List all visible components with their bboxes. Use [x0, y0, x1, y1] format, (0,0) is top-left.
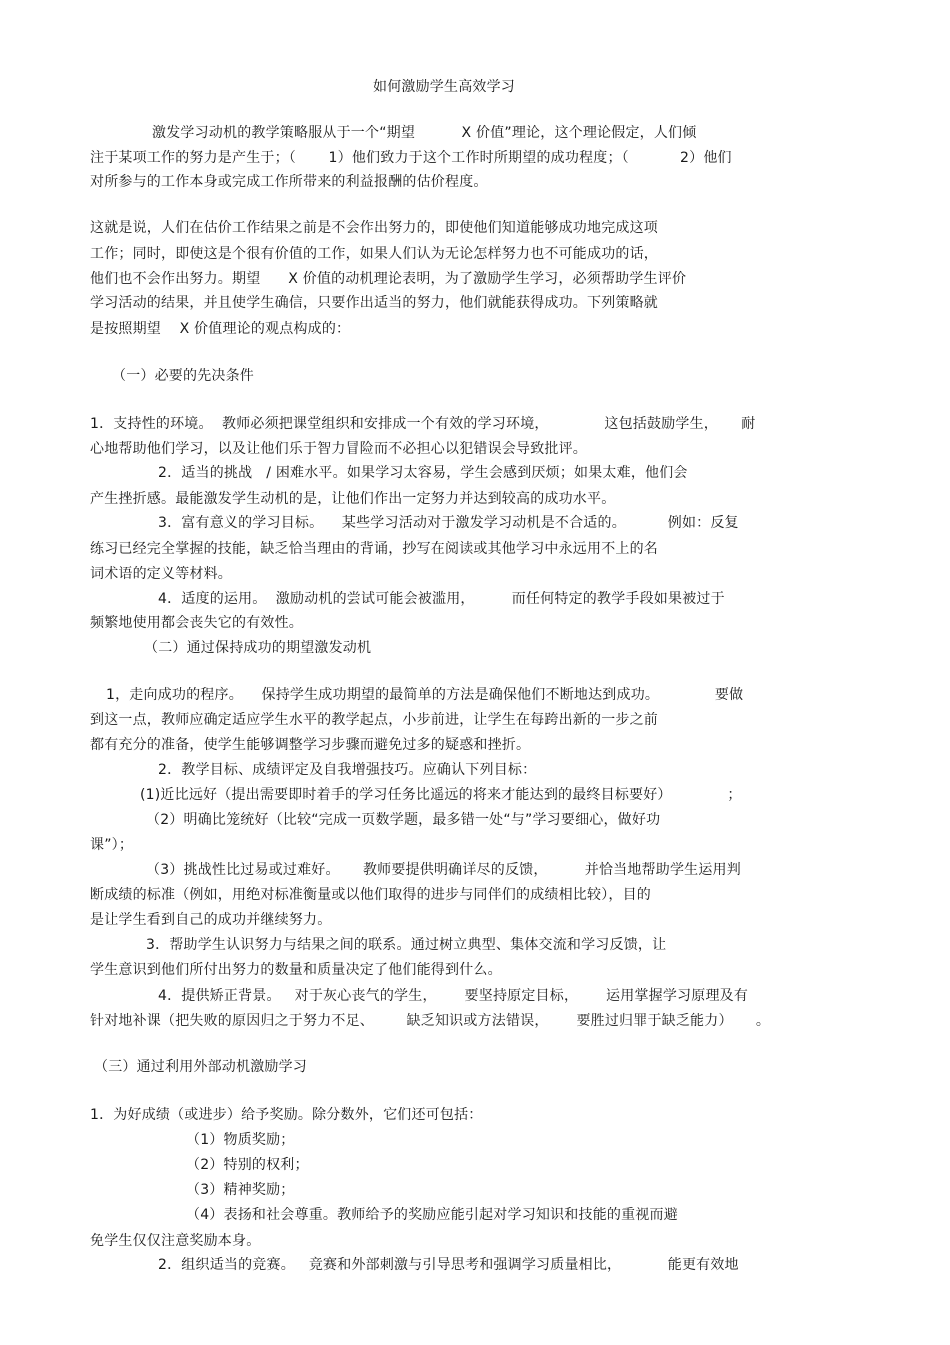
list-item: （3）精神奖励； — [186, 1182, 295, 1198]
paragraph-line: 这就是说，人们在估价工作结果之前是不会作出努力的，即使他们知道能够成功地完成这项 — [90, 220, 658, 236]
paragraph-line: 心地帮助他们学习，以及让他们乐于智力冒险而不必担心以犯错误会导致批评。 — [90, 441, 587, 457]
paragraph-line: 针对地补课（把失败的原因归之于努力不足、 缺乏知识或方法错误， 要胜过归罪于缺乏能力） 。 — [90, 1013, 771, 1029]
paragraph-line: 产生挫折感。最能激发学生动机的是，让他们作出一定努力并达到较高的成功水平。 — [90, 491, 616, 507]
paragraph-line: （2）明确比笼统好（比较“完成一页数学题，最多错一处“与”学习要细心，做好功 — [146, 812, 661, 828]
paragraph-line: 2．组织适当的竞赛。 竞赛和外部刺激与引导思考和强调学习质量相比， 能更有效地 — [158, 1257, 739, 1273]
paragraph-line: 频繁地使用都会丧失它的有效性。 — [90, 615, 303, 631]
list-item: （1）物质奖励； — [186, 1132, 295, 1148]
paragraph-line: 是让学生看到自己的成功并继续努力。 — [90, 912, 332, 928]
paragraph-line: 他们也不会作出努力。期望 X 价值的动机理论表明，为了激励学生学习，必须帮助学生评价 — [90, 271, 687, 287]
paragraph-line: 工作；同时，即使这是个很有价值的工作，如果人们认为无论怎样努力也不可能成功的话， — [90, 246, 658, 262]
paragraph-line: 都有充分的准备，使学生能够调整学习步骤而避免过多的疑惑和挫折。 — [90, 737, 531, 753]
paragraph-line: 注于某项工作的努力是产生于；（ 1）他们致力于这个工作时所期望的成功程度；（ 2）他们 — [90, 150, 732, 166]
document-title: 如何激励学生高效学习 — [373, 79, 515, 95]
list-item: （2）特别的权利； — [186, 1157, 309, 1173]
paragraph-line: 断成绩的标准（例如，用绝对标准衡量或以他们取得的进步与同伴们的成绩相比较），目的 — [90, 887, 651, 903]
paragraph-line: 课”）； — [90, 837, 134, 853]
paragraph-line: 练习已经完全掌握的技能，缺乏恰当理由的背诵，抄写在阅读或其他学习中永远用不上的名 — [90, 541, 658, 557]
list-item: （4）表扬和社会尊重。教师给予的奖励应能引起对学习知识和技能的重视而避 — [186, 1207, 678, 1223]
paragraph-line: 2．适当的挑战 / 困难水平。如果学习太容易，学生会感到厌烦；如果太难，他们会 — [158, 465, 688, 481]
paragraph-line: 学生意识到他们所付出努力的数量和质量决定了他们能得到什么。 — [90, 962, 502, 978]
paragraph-line: 4．适度的运用。 激励动机的尝试可能会被滥用， 而任何特定的教学手段如果被过于 — [158, 591, 725, 607]
paragraph-line: 免学生仅仅注意奖励本身。 — [90, 1233, 261, 1249]
paragraph-line: （3）挑战性比过易或过难好。 教师要提供明确详尽的反馈， 并恰当地帮助学生运用判 — [146, 862, 741, 878]
paragraph-line: 是按照期望 X 价值理论的观点构成的： — [90, 321, 351, 337]
paragraph-line: 到这一点，教师应确定适应学生水平的教学起点，小步前进，让学生在每跨出新的一步之前 — [90, 712, 658, 728]
section-heading: （三）通过利用外部动机激励学习 — [94, 1059, 307, 1075]
paragraph-line: 2．教学目标、成绩评定及自我增强技巧。应确认下列目标： — [158, 762, 537, 778]
paragraph-line: (1)近比远好（提出需要即时着手的学习任务比遥远的将来才能达到的最终目标要好） ； — [140, 787, 742, 803]
paragraph-line: 1，走向成功的程序。 保持学生成功期望的最简单的方法是确保他们不断地达到成功。 要做 — [106, 687, 744, 703]
section-heading: （一）必要的先决条件 — [112, 368, 254, 384]
paragraph-line: 3．帮助学生认识努力与结果之间的联系。通过树立典型、集体交流和学习反馈，让 — [146, 937, 667, 953]
paragraph-line: 学习活动的结果，并且使学生确信，只要作出适当的努力，他们就能获得成功。下列策略就 — [90, 295, 658, 311]
section-heading: （二）通过保持成功的期望激发动机 — [144, 640, 372, 656]
paragraph-line: 4．提供矫正背景。 对于灰心丧气的学生， 要坚持原定目标， 运用掌握学习原理及有 — [158, 988, 749, 1004]
paragraph-line: 1．为好成绩（或进步）给予奖励。除分数外，它们还可包括： — [90, 1107, 483, 1123]
paragraph-line: 1．支持性的环境。 教师必须把课堂组织和安排成一个有效的学习环境， 这包括鼓励学生， 耐 — [90, 416, 756, 432]
paragraph-line: 激发学习动机的教学策略服从于一个“期望 X 价值”理论，这个理论假定，人们倾 — [152, 125, 697, 141]
paragraph-line: 词术语的定义等材料。 — [90, 566, 232, 582]
paragraph-line: 3．富有意义的学习目标。 某些学习活动对于激发学习动机是不合适的。 例如：反复 — [158, 515, 739, 531]
paragraph-line: 对所参与的工作本身或完成工作所带来的利益报酬的估价程度。 — [90, 174, 488, 190]
